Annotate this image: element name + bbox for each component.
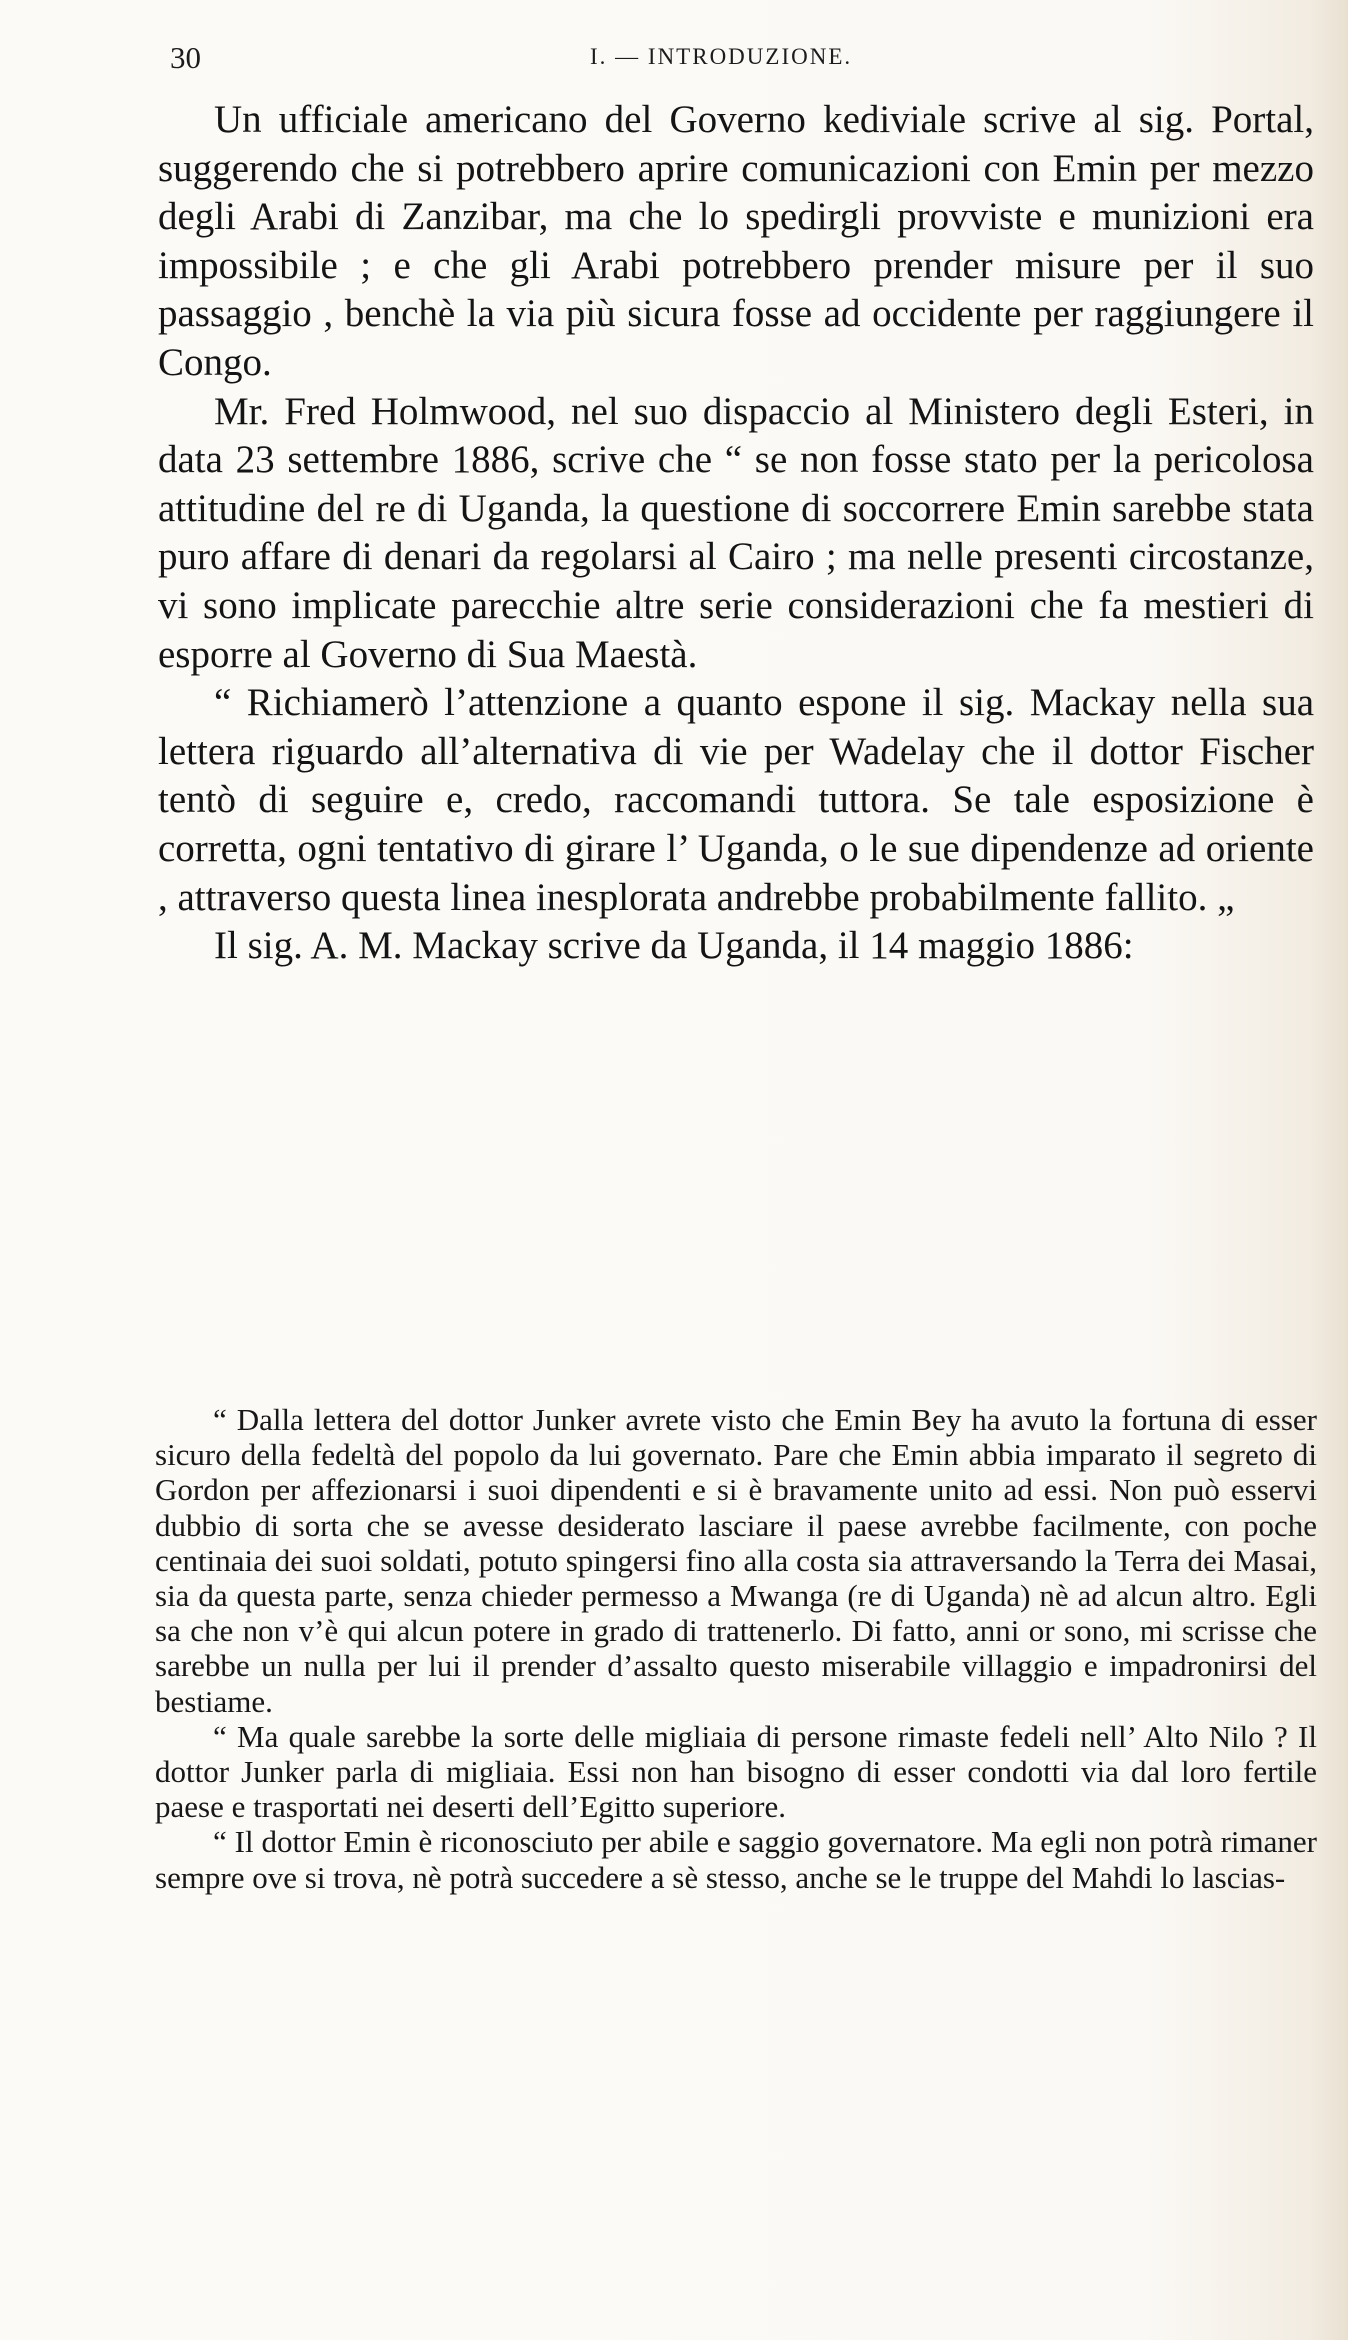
quote-paragraph: “ Ma quale sarebbe la sorte delle migliaia di persone rimaste fedeli nell’ Alto Nilo ? Il dottor Junker parla di migliaia. Essi non han bisogno di esser condotti via dal loro fertile paese e trasportati nei deserti dell’Egitto superiore. [155,1718,1317,1825]
page-header [170,40,1310,80]
paragraph: “ Richiamerò l’attenzione a quanto espone il sig. Mackay nella sua lettera riguardo all’alternativa di vie per Wadelay che il dottor Fischer tentò di seguire e, credo, raccomandi tuttora. Se tale esposizione è corretta, ogni tentativo di girare l’ Uganda, o le sue dipendenze ad oriente , attraverso questa linea inesplorata andrebbe probabilmente fallito. „ [158,681,1314,919]
paragraph: Il sig. A. M. Mackay scrive da Uganda, il 14 maggio 1886: [214,924,1134,968]
paragraph: Mr. Fred Holmwood, nel suo dispaccio al Ministero degli Esteri, in data 23 settembre 1886, scrive che “ se non fosse stato per la pericolosa attitudine del re di Uganda, la questione di soccorrere Emin sarebbe stata puro affare di denari da regolarsi al Cairo ; ma nelle presenti circostanze, vi sono implicate parecchie altre serie considerazioni che fa mestieri di esporre al Governo di Sua Maestà. [158,389,1314,676]
running-title: I. — INTRODUZIONE. [590,44,853,69]
quote-paragraph: “ Il dottor Emin è riconosciuto per abile e saggio governatore. Ma egli non potrà rimaner sempre ove si trova, nè potrà succedere a sè stesso, anche se le truppe del Mahdi lo lascias- [155,1824,1317,1895]
main-text [158,96,1314,971]
quote-paragraph: “ Dalla lettera del dottor Junker avrete visto che Emin Bey ha avuto la fortuna di esser sicuro della fedeltà del popolo da lui governato. Pare che Emin abbia imparato il segreto di Gordon per affezionarsi i suoi dipendenti e si è bravamente unito ad essi. Non può esservi dubbio di sorta che se avesse desiderato lasciare il paese avrebbe facilmente, con poche centinaia dei suoi soldati, potuto spingersi fino alla costa sia attraversando la Terra dei Masai, sia da questa parte, senza chieder permesso a Mwanga (re di Uganda) nè ad alcun altro. Egli sa che non v’è qui alcun potere in grado di trattenerlo. Di fatto, anni or sono, mi scrisse che sarebbe un nulla per lui il prender d’assalto questo miserabile villaggio e impadronirsi del bestiame. [155,1402,1317,1719]
paragraph: Un ufficiale americano del Governo kediviale scrive al sig. Portal, suggerendo che si potrebbero aprire comunicazioni con Emin per mezzo degli Arabi di Zanzibar, ma che lo spedirgli provviste e munizioni era impossibile ; e che gli Arabi potrebbero prender misure per il suo passaggio , benchè la via più sicura fosse ad occidente per raggiungere il Congo. [158,98,1314,384]
quoted-letter [155,1402,1317,1895]
page-number: 30 [170,40,201,75]
